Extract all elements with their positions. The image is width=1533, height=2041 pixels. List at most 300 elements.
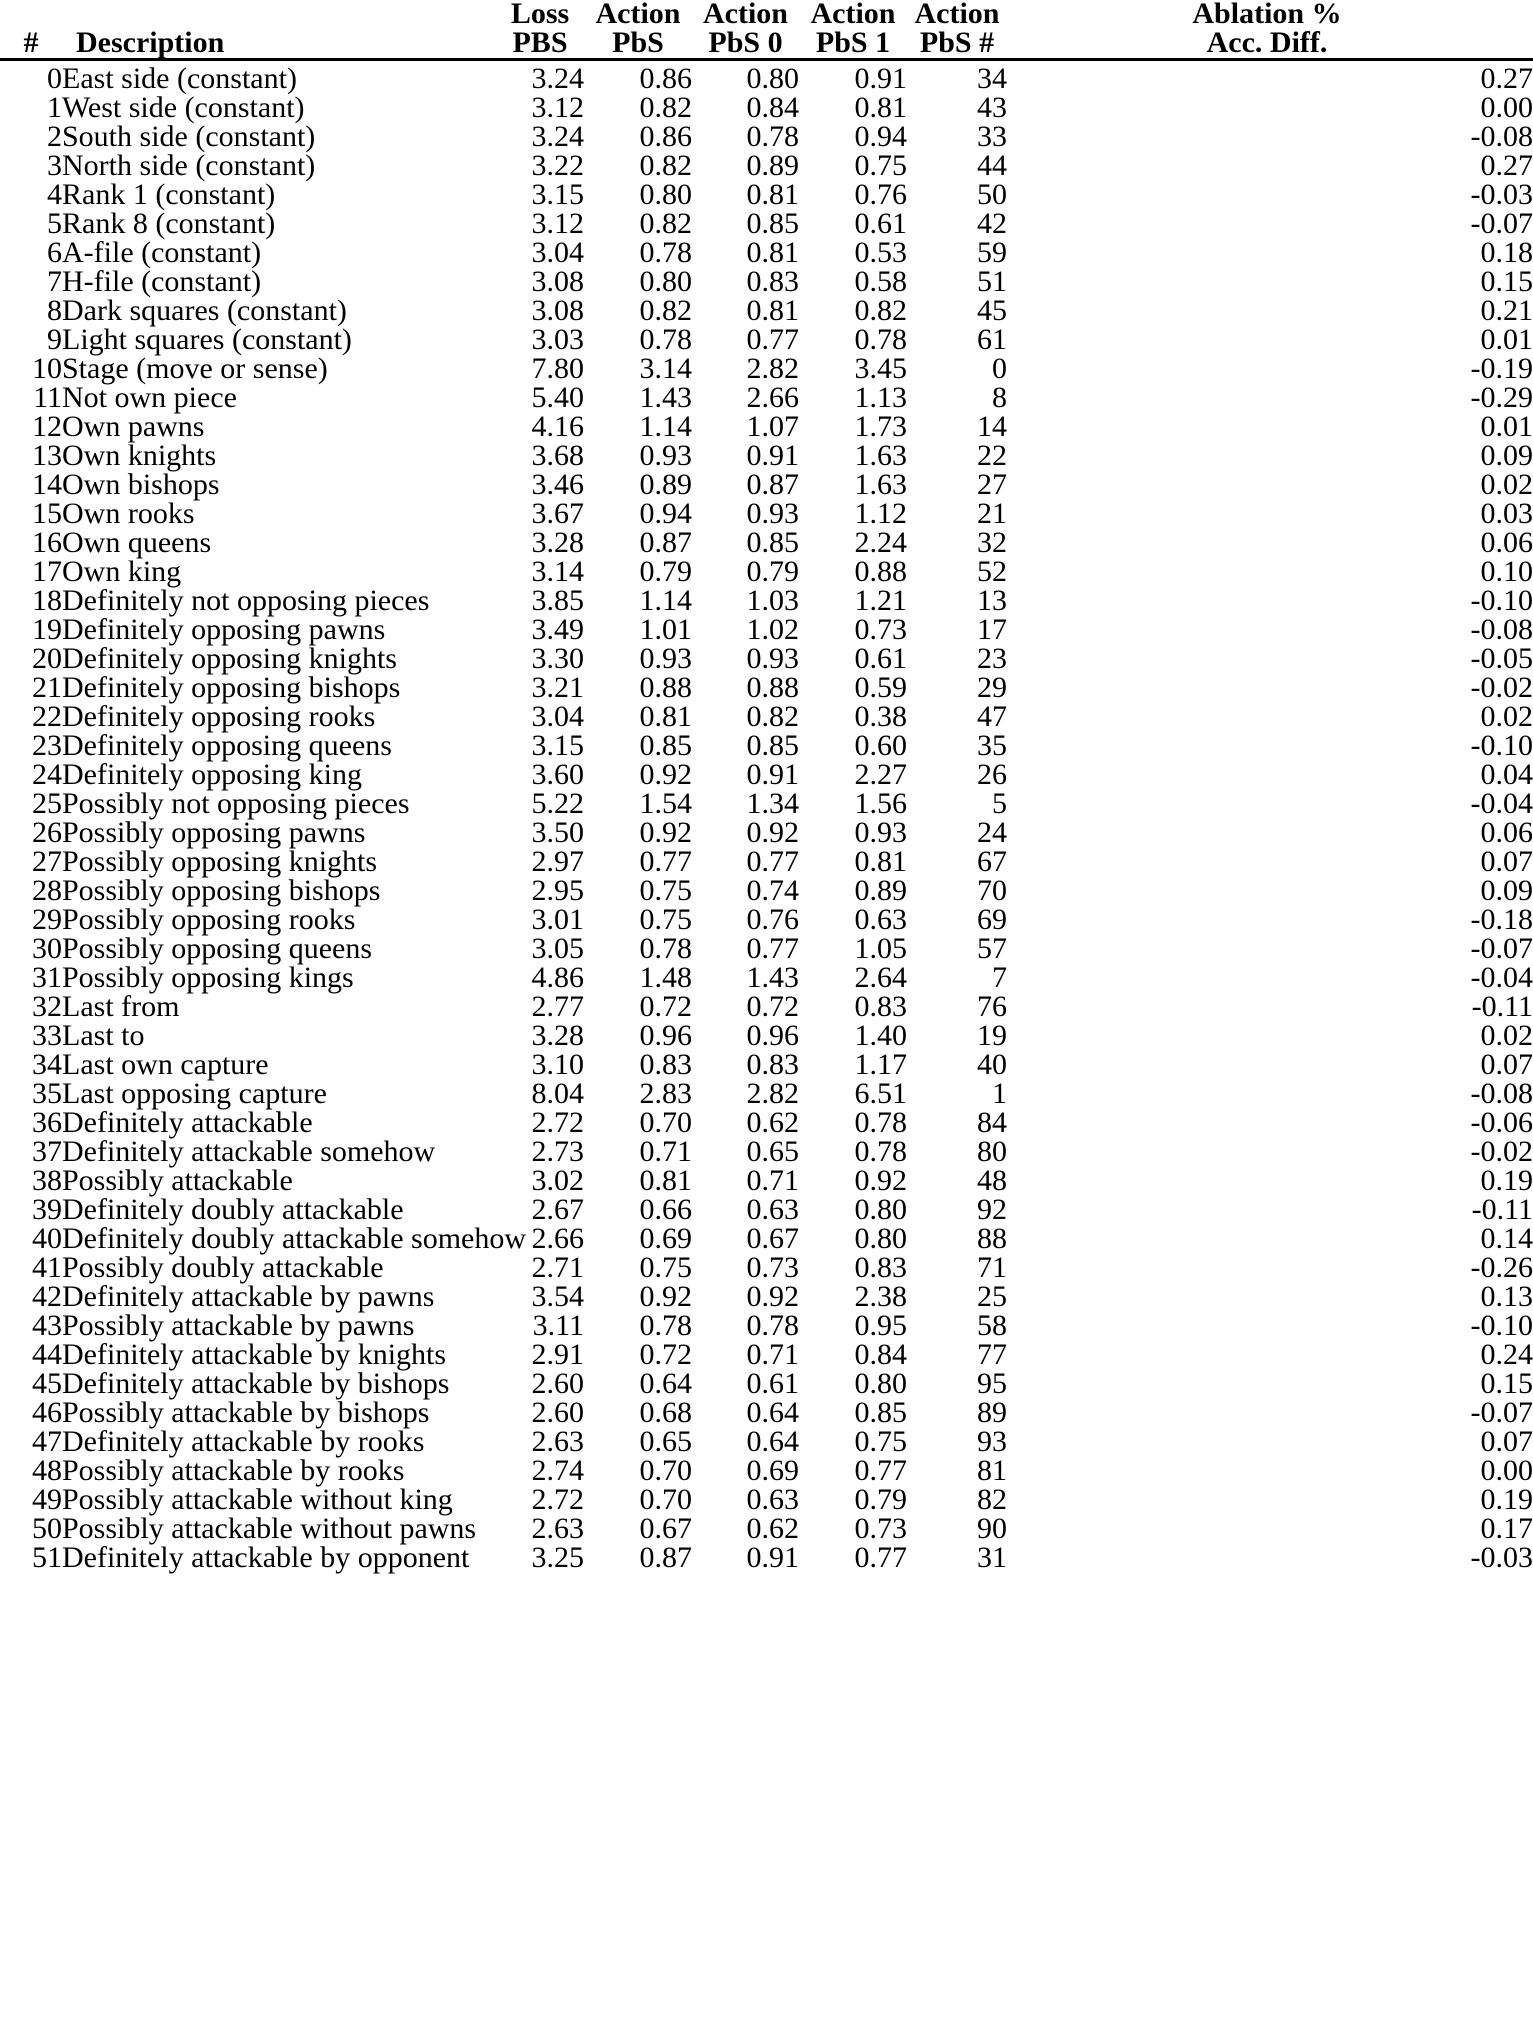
table-row [0,1138,1533,1167]
cell-action-pbs: 0.94 [639,496,692,530]
cell-action-pbs: 0.79 [639,554,692,588]
cell-action-pbs: 0.70 [639,1453,692,1487]
cell-action-pbs: 0.78 [639,235,692,269]
table-header [0,0,1533,59]
table-row [0,1341,1533,1370]
column-header-action-pbs-count [907,0,1007,59]
cell-loss-pbs: 3.11 [532,1308,584,1342]
table-row [0,1254,1533,1283]
cell-action-pbs-1: 0.76 [854,177,907,211]
cell-action-pbs-0: 0.63 [746,1482,799,1516]
column-header-action-pbs-1 [799,0,907,59]
cell-action-pbs-0: 0.92 [746,815,799,849]
cell-action-pbs: 0.70 [639,1105,692,1139]
cell-description: Definitely opposing queens [62,728,392,762]
cell-description: Definitely attackable by bishops [62,1366,450,1400]
cell-loss-pbs: 3.28 [531,1018,584,1052]
cell-action-pbs-1: 1.12 [854,496,907,530]
cell-index: 47 [32,1424,62,1458]
cell-ablation-acc-diff: 0.19 [1480,1482,1533,1516]
table-row [0,964,1533,993]
cell-action-pbs-count: 0 [992,351,1007,385]
cell-action-pbs-0: 0.85 [746,728,799,762]
cell-index: 11 [33,380,62,414]
cell-action-pbs-1: 2.64 [854,960,907,994]
cell-action-pbs-0: 0.93 [746,496,799,530]
cell-description: Own queens [62,525,212,559]
cell-action-pbs-1: 0.75 [854,148,907,182]
cell-action-pbs-0: 0.85 [746,525,799,559]
cell-ablation-acc-diff: 0.21 [1480,293,1533,327]
cell-action-pbs: 0.75 [639,902,692,936]
cell-action-pbs: 0.82 [639,90,692,124]
cell-action-pbs-1: 1.73 [854,409,907,443]
cell-description: Own pawns [62,409,205,443]
cell-ablation-acc-diff: 0.00 [1480,90,1533,124]
cell-ablation-acc-diff: -0.07 [1470,931,1533,965]
cell-ablation-acc-diff: 0.07 [1480,844,1533,878]
cell-description: Possibly attackable by bishops [62,1395,430,1429]
cell-action-pbs-1: 1.13 [854,380,907,414]
cell-loss-pbs: 2.60 [531,1395,584,1429]
cell-action-pbs-0: 0.92 [746,1279,799,1313]
cell-loss-pbs: 2.77 [531,989,584,1023]
cell-description: East side (constant) [62,61,297,95]
cell-action-pbs: 0.87 [639,525,692,559]
column-header-action-pbs-0 [692,0,799,59]
table-row [0,1428,1533,1457]
cell-action-pbs-count: 29 [977,670,1007,704]
cell-loss-pbs: 3.22 [531,148,584,182]
cell-action-pbs-0: 0.81 [746,235,799,269]
cell-action-pbs-1: 0.82 [854,293,907,327]
cell-description: Possibly opposing knights [62,844,378,878]
cell-action-pbs-0: 0.65 [746,1134,799,1168]
cell-action-pbs-1: 1.05 [854,931,907,965]
cell-ablation-acc-diff: 0.27 [1480,61,1533,95]
cell-action-pbs-0: 0.64 [746,1424,799,1458]
cell-action-pbs-0: 0.89 [746,148,799,182]
cell-action-pbs-count: 23 [977,641,1007,675]
cell-index: 16 [32,525,62,559]
column-header-loss-pbs-line2: PBS [512,25,568,59]
cell-action-pbs-count: 43 [977,90,1007,124]
cell-index: 50 [32,1511,62,1545]
cell-action-pbs: 0.72 [639,1337,692,1371]
cell-action-pbs-0: 0.80 [746,61,799,95]
cell-index: 22 [32,699,62,733]
cell-action-pbs-count: 7 [992,960,1007,994]
cell-ablation-acc-diff: 0.09 [1480,438,1533,472]
cell-loss-pbs: 3.50 [531,815,584,849]
cell-description: Not own piece [62,380,237,414]
cell-action-pbs-count: 17 [977,612,1007,646]
cell-loss-pbs: 2.66 [531,1221,584,1255]
cell-loss-pbs: 2.95 [531,873,584,907]
cell-action-pbs: 0.96 [639,1018,692,1052]
cell-loss-pbs: 2.60 [531,1366,584,1400]
cell-ablation-acc-diff: 0.03 [1480,496,1533,530]
cell-ablation-acc-diff: 0.06 [1480,525,1533,559]
cell-action-pbs-count: 24 [977,815,1007,849]
cell-action-pbs-1: 0.53 [854,235,907,269]
cell-loss-pbs: 4.86 [531,960,584,994]
cell-action-pbs-1: 0.95 [854,1308,907,1342]
cell-action-pbs-count: 84 [977,1105,1007,1139]
table-row [0,1515,1533,1544]
cell-loss-pbs: 2.63 [531,1511,584,1545]
column-header-action-pbs-count-line1: Action [914,0,1000,30]
cell-loss-pbs: 3.54 [531,1279,584,1313]
cell-action-pbs-count: 22 [977,438,1007,472]
cell-description: West side (constant) [62,90,305,124]
cell-action-pbs-1: 0.80 [854,1221,907,1255]
table-header-row [0,0,1533,59]
table-row [0,616,1533,645]
cell-loss-pbs: 3.24 [531,61,584,95]
cell-action-pbs: 0.69 [639,1221,692,1255]
cell-index: 17 [32,554,62,588]
cell-description: Light squares (constant) [62,322,352,356]
cell-index: 43 [32,1308,62,1342]
cell-ablation-acc-diff: -0.11 [1471,989,1533,1023]
cell-loss-pbs: 2.63 [531,1424,584,1458]
cell-index: 26 [32,815,62,849]
cell-index: 13 [32,438,62,472]
cell-action-pbs-1: 0.60 [854,728,907,762]
cell-action-pbs-count: 88 [977,1221,1007,1255]
cell-action-pbs-0: 0.69 [746,1453,799,1487]
cell-index: 4 [47,177,62,211]
cell-loss-pbs: 3.04 [531,699,584,733]
table-row [0,59,1533,94]
cell-action-pbs: 3.14 [639,351,692,385]
cell-index: 32 [32,989,62,1023]
cell-description: Definitely opposing pawns [62,612,386,646]
cell-action-pbs-count: 90 [977,1511,1007,1545]
cell-ablation-acc-diff: 0.02 [1480,699,1533,733]
cell-index: 45 [32,1366,62,1400]
cell-action-pbs-count: 19 [977,1018,1007,1052]
cell-action-pbs-count: 95 [977,1366,1007,1400]
cell-index: 15 [32,496,62,530]
cell-ablation-acc-diff: -0.26 [1470,1250,1533,1284]
cell-action-pbs-count: 14 [977,409,1007,443]
cell-ablation-acc-diff: -0.10 [1470,583,1533,617]
cell-action-pbs-count: 5 [992,786,1007,820]
cell-index: 33 [32,1018,62,1052]
table-row [0,1283,1533,1312]
cell-action-pbs-1: 0.79 [854,1482,907,1516]
column-header-ablation-acc-diff-line2: Acc. Diff. [1206,25,1328,59]
cell-action-pbs: 0.81 [639,1163,692,1197]
cell-action-pbs-0: 0.81 [746,293,799,327]
cell-action-pbs-0: 1.34 [746,786,799,820]
cell-action-pbs-0: 0.78 [746,1308,799,1342]
cell-index: 2 [47,119,62,153]
table-row [0,1457,1533,1486]
cell-loss-pbs: 2.72 [531,1105,584,1139]
cell-action-pbs-1: 0.92 [854,1163,907,1197]
cell-action-pbs-1: 0.77 [854,1453,907,1487]
cell-action-pbs-1: 0.91 [854,61,907,95]
cell-loss-pbs: 5.40 [531,380,584,414]
cell-ablation-acc-diff: 0.07 [1480,1047,1533,1081]
cell-loss-pbs: 3.60 [531,757,584,791]
cell-action-pbs-0: 0.83 [746,1047,799,1081]
table-row [0,152,1533,181]
cell-action-pbs-0: 0.82 [746,699,799,733]
cell-index: 19 [32,612,62,646]
cell-loss-pbs: 3.02 [531,1163,584,1197]
table-row [0,355,1533,384]
cell-action-pbs-1: 0.73 [854,612,907,646]
table-row [0,326,1533,355]
table-row [0,94,1533,123]
cell-description: Last opposing capture [62,1076,327,1110]
cell-loss-pbs: 3.24 [531,119,584,153]
cell-index: 40 [32,1221,62,1255]
cell-loss-pbs: 3.85 [531,583,584,617]
cell-loss-pbs: 3.04 [531,235,584,269]
table-row [0,877,1533,906]
cell-index: 44 [32,1337,62,1371]
cell-action-pbs: 0.78 [639,1308,692,1342]
cell-action-pbs-1: 0.61 [854,206,907,240]
cell-action-pbs-count: 35 [977,728,1007,762]
cell-action-pbs: 1.48 [639,960,692,994]
cell-action-pbs: 0.92 [639,1279,692,1313]
table-row [0,587,1533,616]
cell-loss-pbs: 2.74 [531,1453,584,1487]
cell-loss-pbs: 3.25 [531,1540,584,1574]
cell-action-pbs-count: 58 [977,1308,1007,1342]
cell-description: Own knights [62,438,217,472]
cell-action-pbs-count: 44 [977,148,1007,182]
cell-description: Definitely attackable by opponent [62,1540,470,1574]
table-row [0,819,1533,848]
cell-ablation-acc-diff: -0.07 [1470,1395,1533,1429]
cell-action-pbs-count: 27 [977,467,1007,501]
table-row [0,384,1533,413]
cell-action-pbs-count: 42 [977,206,1007,240]
cell-ablation-acc-diff: -0.10 [1470,1308,1533,1342]
cell-action-pbs-0: 0.79 [746,554,799,588]
cell-index: 1 [47,90,62,124]
cell-description: Rank 1 (constant) [62,177,276,211]
cell-action-pbs-1: 2.24 [854,525,907,559]
cell-action-pbs-count: 82 [977,1482,1007,1516]
cell-action-pbs-count: 81 [977,1453,1007,1487]
cell-ablation-acc-diff: 0.19 [1480,1163,1533,1197]
cell-index: 48 [32,1453,62,1487]
cell-description: Definitely attackable by rooks [62,1424,425,1458]
cell-ablation-acc-diff: -0.04 [1470,960,1533,994]
cell-description: Possibly opposing rooks [62,902,356,936]
table-row [0,181,1533,210]
cell-index: 46 [32,1395,62,1429]
cell-loss-pbs: 3.08 [531,293,584,327]
cell-action-pbs-0: 0.78 [746,119,799,153]
column-header-action-pbs-count-line2: PbS # [919,25,995,59]
cell-description: Definitely opposing rooks [62,699,376,733]
cell-ablation-acc-diff: 0.13 [1480,1279,1533,1313]
cell-action-pbs-1: 0.81 [854,90,907,124]
cell-loss-pbs: 3.30 [531,641,584,675]
cell-description: Possibly opposing bishops [62,873,381,907]
column-header-action-pbs-1-line1: Action [810,0,896,30]
cell-loss-pbs: 3.28 [531,525,584,559]
cell-description: Possibly attackable by rooks [62,1453,405,1487]
cell-action-pbs: 0.86 [639,119,692,153]
cell-action-pbs-1: 1.63 [854,467,907,501]
cell-action-pbs: 0.86 [639,61,692,95]
cell-index: 6 [47,235,62,269]
cell-action-pbs-0: 0.73 [746,1250,799,1284]
cell-action-pbs-0: 0.63 [746,1192,799,1226]
table-row [0,1312,1533,1341]
cell-description: South side (constant) [62,119,316,153]
cell-action-pbs-count: 92 [977,1192,1007,1226]
cell-action-pbs-count: 80 [977,1134,1007,1168]
cell-action-pbs-count: 70 [977,873,1007,907]
cell-action-pbs-count: 89 [977,1395,1007,1429]
cell-action-pbs: 0.70 [639,1482,692,1516]
cell-ablation-acc-diff: -0.11 [1471,1192,1533,1226]
cell-loss-pbs: 3.01 [531,902,584,936]
cell-action-pbs-count: 25 [977,1279,1007,1313]
cell-action-pbs-0: 0.88 [746,670,799,704]
table-row [0,558,1533,587]
cell-index: 0 [47,61,62,95]
cell-index: 42 [32,1279,62,1313]
cell-action-pbs: 0.92 [639,757,692,791]
table-row [0,1109,1533,1138]
cell-loss-pbs: 3.21 [531,670,584,704]
column-header-ablation-acc-diff [1007,0,1533,59]
cell-action-pbs-0: 0.91 [746,757,799,791]
cell-action-pbs: 1.54 [639,786,692,820]
cell-action-pbs-0: 0.83 [746,264,799,298]
cell-description: Possibly attackable without pawns [62,1511,477,1545]
cell-action-pbs-1: 1.56 [854,786,907,820]
cell-index: 28 [32,873,62,907]
table-row [0,1544,1533,1573]
cell-index: 39 [32,1192,62,1226]
cell-description: Possibly attackable by pawns [62,1308,415,1342]
cell-action-pbs-0: 0.91 [746,438,799,472]
cell-ablation-acc-diff: 0.09 [1480,873,1533,907]
cell-description: Definitely attackable by pawns [62,1279,435,1313]
cell-action-pbs-1: 0.93 [854,815,907,849]
column-header-action-pbs-line2: PbS [612,25,664,59]
cell-ablation-acc-diff: 0.02 [1480,1018,1533,1052]
cell-ablation-acc-diff: -0.08 [1470,119,1533,153]
table-row [0,529,1533,558]
cell-action-pbs-count: 13 [977,583,1007,617]
cell-action-pbs-1: 0.78 [854,1134,907,1168]
cell-action-pbs-count: 34 [977,61,1007,95]
cell-action-pbs-0: 2.66 [746,380,799,414]
cell-description: Definitely attackable by knights [62,1337,447,1371]
cell-action-pbs-count: 33 [977,119,1007,153]
cell-index: 41 [32,1250,62,1284]
cell-loss-pbs: 3.03 [531,322,584,356]
cell-action-pbs-1: 0.88 [854,554,907,588]
table-row [0,1022,1533,1051]
cell-action-pbs: 0.77 [639,844,692,878]
cell-ablation-acc-diff: 0.17 [1480,1511,1533,1545]
cell-action-pbs: 0.83 [639,1047,692,1081]
cell-description: Possibly opposing pawns [62,815,366,849]
table-row [0,297,1533,326]
cell-ablation-acc-diff: -0.02 [1470,670,1533,704]
cell-description: Definitely attackable somehow [62,1134,436,1168]
cell-action-pbs: 0.78 [639,931,692,965]
table-row [0,471,1533,500]
column-header-description-line1: Description [76,25,225,59]
table-body [0,59,1533,1573]
cell-description: Rank 8 (constant) [62,206,276,240]
cell-action-pbs-1: 1.63 [854,438,907,472]
cell-description: Definitely attackable [62,1105,313,1139]
table-row [0,790,1533,819]
cell-action-pbs-0: 0.84 [746,90,799,124]
column-header-action-pbs [584,0,692,59]
cell-action-pbs-0: 0.72 [746,989,799,1023]
cell-action-pbs-1: 1.40 [854,1018,907,1052]
cell-action-pbs-0: 0.62 [746,1511,799,1545]
cell-ablation-acc-diff: 0.27 [1480,148,1533,182]
column-header-index [0,0,62,59]
cell-action-pbs-count: 45 [977,293,1007,327]
cell-loss-pbs: 3.15 [531,177,584,211]
cell-index: 14 [32,467,62,501]
cell-ablation-acc-diff: -0.29 [1470,380,1533,414]
table-row [0,1225,1533,1254]
cell-ablation-acc-diff: 0.00 [1480,1453,1533,1487]
cell-action-pbs: 0.75 [639,1250,692,1284]
cell-description: Definitely not opposing pieces [62,583,430,617]
cell-loss-pbs: 3.15 [531,728,584,762]
cell-action-pbs: 1.01 [639,612,692,646]
table-row [0,500,1533,529]
cell-ablation-acc-diff: -0.04 [1470,786,1533,820]
cell-action-pbs: 0.75 [639,873,692,907]
cell-action-pbs-1: 1.21 [854,583,907,617]
cell-action-pbs-0: 1.07 [746,409,799,443]
cell-action-pbs: 0.67 [639,1511,692,1545]
cell-index: 10 [32,351,62,385]
cell-action-pbs-1: 2.27 [854,757,907,791]
cell-action-pbs-1: 0.38 [854,699,907,733]
table-row [0,1080,1533,1109]
cell-index: 51 [32,1540,62,1574]
cell-action-pbs-1: 0.83 [854,1250,907,1284]
column-header-loss-pbs [496,0,584,59]
cell-action-pbs-1: 2.38 [854,1279,907,1313]
cell-action-pbs-1: 0.84 [854,1337,907,1371]
cell-action-pbs-0: 0.77 [746,844,799,878]
table-row [0,1051,1533,1080]
cell-action-pbs: 0.92 [639,815,692,849]
cell-loss-pbs: 3.67 [531,496,584,530]
cell-description: A-file (constant) [62,235,262,269]
cell-loss-pbs: 3.46 [531,467,584,501]
cell-index: 7 [47,264,62,298]
cell-action-pbs-1: 0.78 [854,322,907,356]
cell-action-pbs-count: 61 [977,322,1007,356]
